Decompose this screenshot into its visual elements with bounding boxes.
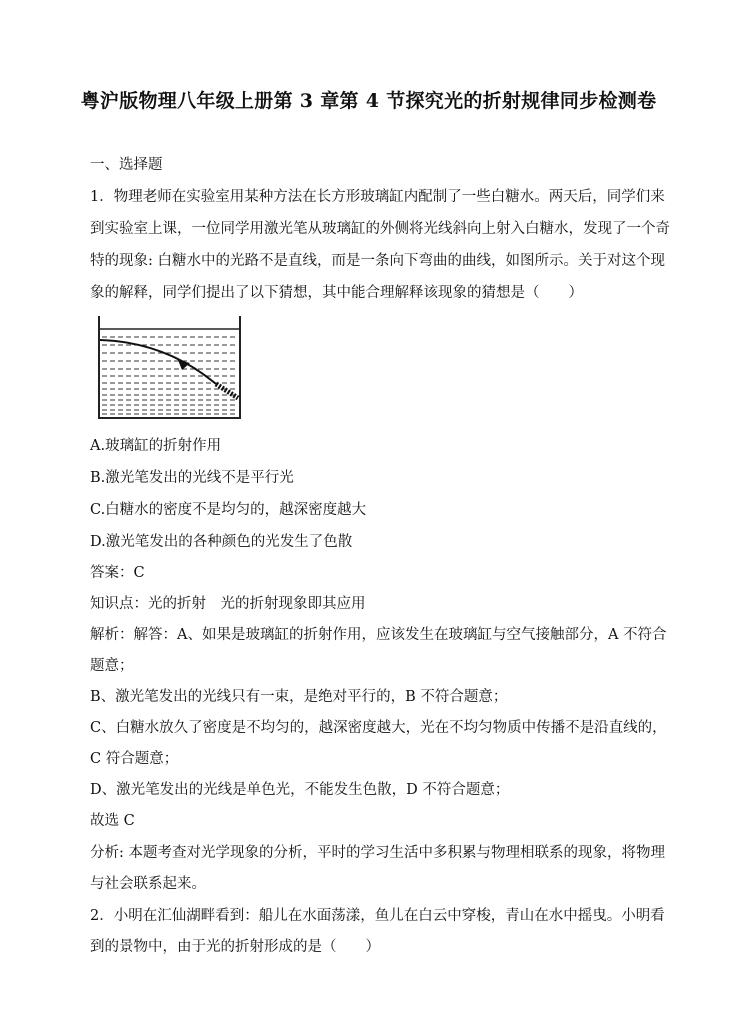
section-heading: 一、选择题 bbox=[90, 157, 163, 173]
q1-analysis-line: D、激光笔发出的光线是单色光，不能发生色散，D 不符合题意； bbox=[90, 782, 510, 798]
light-path bbox=[100, 340, 216, 384]
q1-stem-line: 到实验室上课，一位同学用激光笔从玻璃缸的外侧将光线斜向上射入白糖水，发现了一个奇 bbox=[90, 221, 670, 237]
q1-analysis-line: C、白糖水放久了密度是不均匀的，越深密度越大，光在不均匀物质中传播不是沿直线的， bbox=[90, 720, 667, 736]
water-layers bbox=[102, 337, 238, 414]
document-title: 粤沪版物理八年级上册第 3 章第 4 节探究光的折射规律同步检测卷 bbox=[80, 90, 657, 112]
laser-beam bbox=[216, 384, 238, 398]
q1-analysis-line: 故选 C bbox=[90, 813, 135, 829]
q1-summary-line: 分析: 本题考查对光学现象的分析，平时的学习生活中多积累与物理相联系的现象，将物理 bbox=[90, 845, 665, 861]
q1-option-b: B.激光笔发出的光线不是平行光 bbox=[90, 470, 294, 486]
sugar-water-tank-figure bbox=[96, 312, 246, 422]
q1-summary-line: 与社会联系起来。 bbox=[90, 876, 206, 892]
q1-analysis-line: C 符合题意； bbox=[90, 751, 179, 767]
q1-option-a: A.玻璃缸的折射作用 bbox=[90, 438, 222, 454]
q1-stem-line: 1．物理老师在实验室用某种方法在长方形玻璃缸内配制了一些白糖水。两天后，同学们来 bbox=[90, 189, 665, 205]
q1-stem-line: 象的解释，同学们提出了以下猜想，其中能合理解释该现象的猜想是（ ） bbox=[90, 285, 583, 301]
q1-analysis-line: B、激光笔发出的光线只有一束，是绝对平行的，B 不符合题意； bbox=[90, 689, 508, 705]
q2-stem-line: 到的景物中，由于光的折射形成的是（ ） bbox=[90, 939, 380, 955]
q1-stem-line: 特的现象: 白糖水中的光路不是直线，而是一条向下弯曲的曲线，如图所示。关于对这个现 bbox=[90, 253, 665, 269]
q1-answer: 答案：C bbox=[90, 565, 145, 581]
q1-option-c: C.白糖水的密度不是均匀的，越深密度越大 bbox=[90, 502, 367, 518]
q1-analysis-line: 题意； bbox=[90, 658, 134, 674]
q1-analysis-line: 解析：解答：A、如果是玻璃缸的折射作用，应该发生在玻璃缸与空气接触部分，A 不符合 bbox=[90, 627, 667, 643]
q1-knowledge-point: 知识点：光的折射 光的折射现象即其应用 bbox=[90, 596, 366, 612]
q2-stem-line: 2．小明在汇仙湖畔看到：船儿在水面荡漾，鱼儿在白云中穿梭，青山在水中摇曳。小明看 bbox=[90, 908, 665, 924]
q1-option-d: D.激光笔发出的各种颜色的光发生了色散 bbox=[90, 534, 353, 550]
tank-outline bbox=[99, 316, 240, 418]
